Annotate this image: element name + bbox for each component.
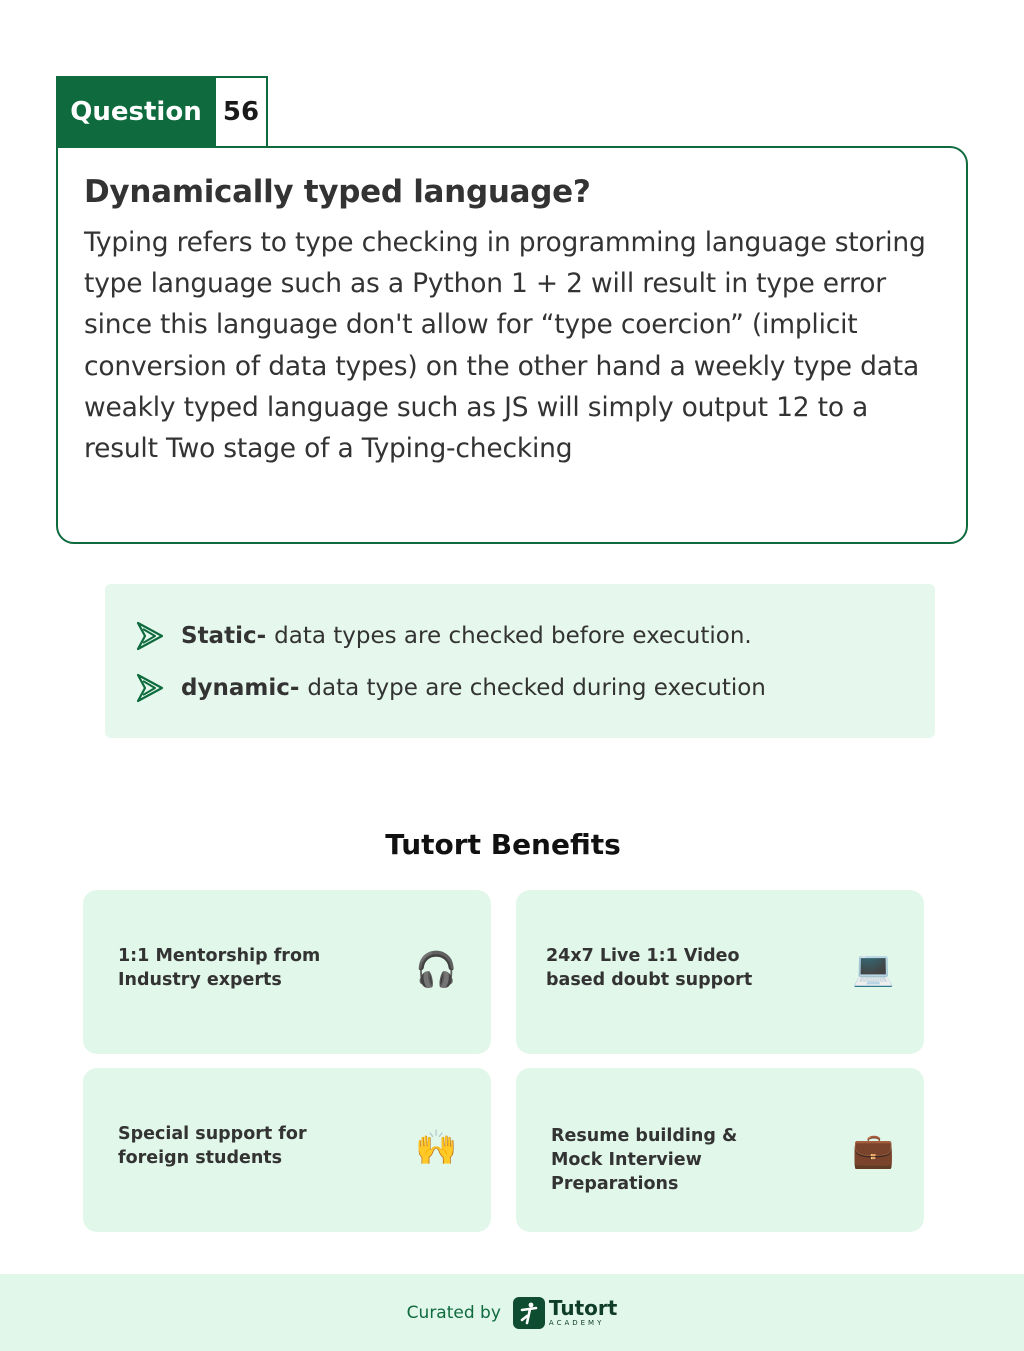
bullet-text: data type are checked during execution bbox=[307, 675, 766, 701]
benefit-text: Resume building & Mock Interview Preparations bbox=[551, 1126, 738, 1194]
raising-hands-icon: 🙌 bbox=[415, 1128, 458, 1168]
headphones-icon: 🎧 bbox=[415, 950, 458, 990]
question-label: Question bbox=[56, 76, 216, 148]
question-body: Typing refers to type checking in programming language storing type language such as a Python 1 + 2 will result in type error since this language don't allow for “type coercion” (implicit conversion of data types) on the other hand a weekly type data weakly typed language such as JS will simply output 12 to a result Two stage of a Typing-checking bbox=[84, 227, 926, 465]
benefit-card bbox=[83, 1068, 491, 1232]
bullet-item bbox=[135, 610, 905, 662]
benefits-title: Tutort Benefits bbox=[385, 828, 621, 861]
bullet-term: dynamic- bbox=[181, 675, 300, 701]
laptop-icon: 💻 bbox=[852, 949, 895, 989]
bullet-text: data types are checked before execution. bbox=[274, 623, 752, 649]
curated-by-label: Curated by bbox=[406, 1302, 501, 1323]
benefit-text: 24x7 Live 1:1 Video based doubt support bbox=[546, 946, 753, 990]
benefit-card bbox=[516, 1068, 924, 1232]
question-number: 56 bbox=[216, 76, 268, 148]
footer bbox=[0, 1274, 1024, 1351]
brand-name: Tutort bbox=[548, 1295, 618, 1320]
arrow-bullet-icon bbox=[135, 673, 165, 703]
tutort-logo bbox=[513, 1297, 617, 1329]
question-title: Dynamically typed language? bbox=[84, 174, 591, 210]
brand-sub: ACADEMY bbox=[548, 1318, 605, 1327]
arrow-bullet-icon bbox=[135, 621, 165, 651]
question-tag bbox=[56, 76, 268, 148]
bullet-box bbox=[105, 584, 935, 738]
bullet-term: Static- bbox=[181, 623, 267, 649]
bullet-item bbox=[135, 662, 905, 714]
tutort-logo-icon bbox=[513, 1297, 545, 1329]
benefit-card bbox=[83, 890, 491, 1054]
question-card bbox=[56, 146, 968, 544]
benefit-text: Special support for foreign students bbox=[118, 1124, 307, 1168]
briefcase-icon: 💼 bbox=[852, 1131, 895, 1171]
benefit-card bbox=[516, 890, 924, 1054]
benefit-text: 1:1 Mentorship from Industry experts bbox=[118, 946, 321, 990]
